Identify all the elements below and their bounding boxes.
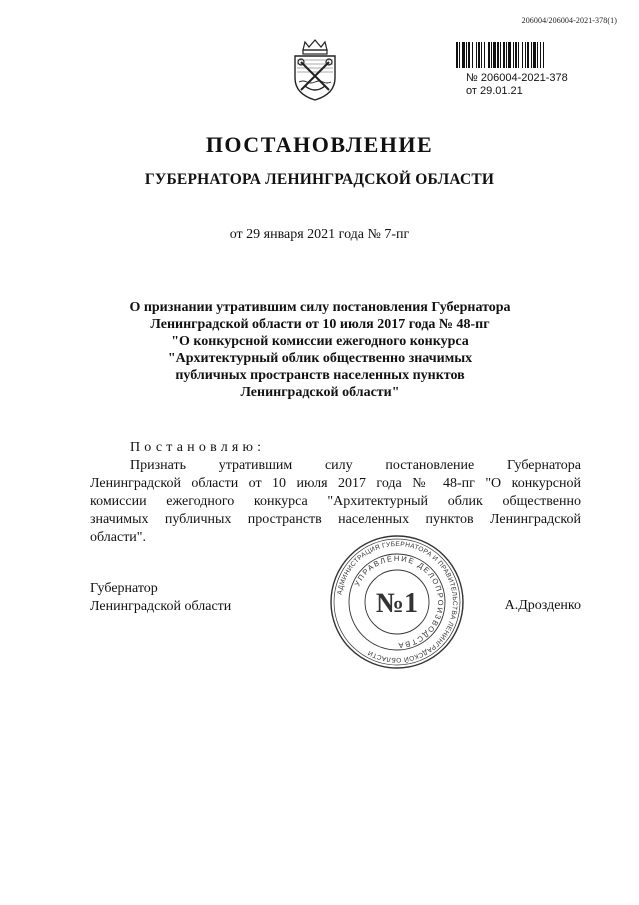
coat-of-arms-emblem <box>289 38 341 102</box>
heading-line: О признании утратившим силу постановления Губернатора <box>129 300 511 315</box>
seal-center-number: №1 <box>375 588 419 619</box>
body-line: Признать утратившим силу постановление Губернатора <box>130 458 581 473</box>
decree-date-number: от 29 января 2021 года № 7-пг <box>229 227 410 242</box>
signer-position-line: Ленинградской области <box>90 599 232 614</box>
heading-line: "О конкурсной комиссии ежегодного конкурса <box>171 334 469 349</box>
decree-heading <box>100 299 540 401</box>
seal-inner-text: УПРАВЛЕНИЕ ДЕЛОПРОИЗВОДСТВА <box>352 553 446 651</box>
heading-line: "Архитектурный облик общественно значимых <box>167 351 473 366</box>
document-subtitle: ГУБЕРНАТОРА ЛЕНИНГРАДСКОЙ ОБЛАСТИ <box>144 171 495 188</box>
barcode <box>456 42 584 68</box>
heading-line: Ленинградской области от 10 июля 2017 года № 48-пг <box>150 317 490 332</box>
document-code: 206004/206004-2021-378(1) <box>521 16 617 25</box>
official-seal-stamp <box>327 532 467 672</box>
registration-number: № 206004-2021-378 <box>466 72 568 84</box>
body-line: Ленинградской области от 10 июля 2017 года № 48-пг "О конкурсной <box>90 476 581 491</box>
signer-position <box>90 580 231 616</box>
document-title: ПОСТАНОВЛЕНИЕ <box>205 132 434 157</box>
registration-date: от 29.01.21 <box>466 85 523 97</box>
heading-line: публичных пространств населенных пунктов <box>175 368 465 383</box>
signer-name: А.Дрозденко <box>504 598 581 613</box>
signer-position-line: Губернатор <box>90 581 158 596</box>
body-line: комиссии ежегодного конкурса "Архитектурный облик общественно <box>90 494 581 509</box>
body-line: области". <box>90 530 147 545</box>
decree-word: Постановляю: <box>130 440 266 455</box>
heading-line: Ленинградской области" <box>240 385 400 400</box>
body-line: значимых публичных пространств населенных пунктов Ленинградской <box>90 512 581 527</box>
seal-outer-text: АДМИНИСТРАЦИЯ ГУБЕРНАТОРА И ПРАВИТЕЛЬСТВА ЛЕНИНГРАДСКОЙ ОБЛАСТИ <box>336 540 459 664</box>
registration-block <box>466 72 568 98</box>
